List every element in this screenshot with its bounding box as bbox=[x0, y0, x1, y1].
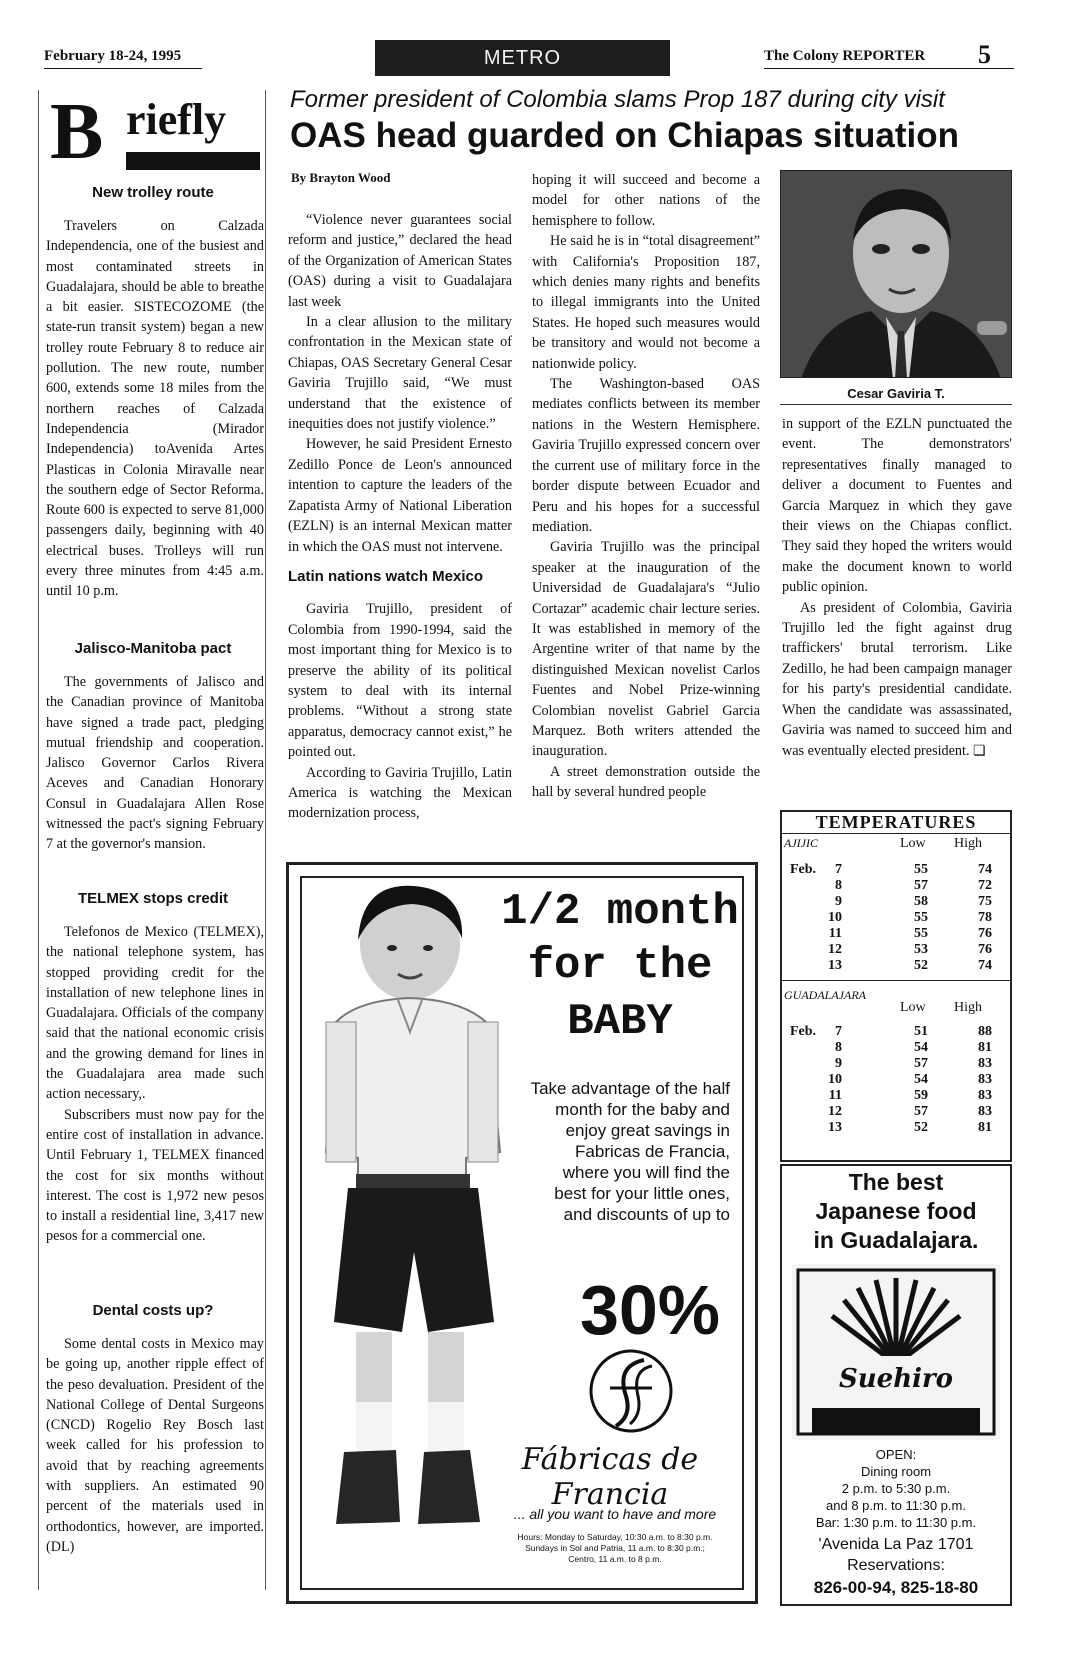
temps-low-header: Low bbox=[900, 836, 926, 851]
temps-table-ajijic bbox=[820, 862, 1000, 974]
temps-table-guadalajara bbox=[820, 1024, 1000, 1136]
temps-day: 12 bbox=[828, 1104, 842, 1119]
temps-low: 57 bbox=[914, 1056, 928, 1071]
temps-low: 55 bbox=[914, 910, 928, 925]
temperatures-title: TEMPERATURES bbox=[782, 812, 1010, 834]
brief-heading-dental: Dental costs up? bbox=[92, 1302, 214, 1319]
temps-row bbox=[820, 878, 1000, 894]
temps-low: 52 bbox=[914, 958, 928, 973]
header-rule-right bbox=[764, 68, 1014, 69]
temps-month: Feb. bbox=[790, 1024, 817, 1039]
temps-row bbox=[820, 1024, 1000, 1040]
story-paragraph: A street demonstration outside the hall by several hundred people bbox=[532, 763, 760, 801]
story-paragraph: in support of the EZLN punctuated the event. The demonstrators' representatives finally managed to deliver a document to Fuentes and Garcia Marquez in which they gave their views on the Chiapas conflict. They said they hoped the writers would make the document known to world public opinion. bbox=[782, 416, 1012, 596]
story-column-2 bbox=[532, 170, 760, 803]
brief-body-pact bbox=[46, 672, 264, 855]
restaurant-hours bbox=[782, 1446, 1010, 1531]
temps-high: 76 bbox=[978, 942, 992, 957]
temps-row bbox=[820, 1088, 1000, 1104]
briefly-title-initial: B bbox=[50, 88, 104, 176]
temps-high: 83 bbox=[978, 1056, 992, 1071]
temps-low: 57 bbox=[914, 878, 928, 893]
temps-low: 55 bbox=[914, 926, 928, 941]
temps-day: 9 bbox=[835, 894, 842, 909]
temps-low: 59 bbox=[914, 1088, 928, 1103]
temps-high: 81 bbox=[978, 1120, 992, 1135]
temps-low: 51 bbox=[914, 1024, 928, 1039]
temps-high: 75 bbox=[978, 894, 992, 909]
temps-day: 10 bbox=[828, 910, 842, 925]
brief-heading-trolley: New trolley route bbox=[92, 184, 214, 201]
temps-high: 78 bbox=[978, 910, 992, 925]
story-byline: By Brayton Wood bbox=[291, 170, 391, 185]
temps-high: 83 bbox=[978, 1104, 992, 1119]
logo-wordmark: Suehiro bbox=[838, 1364, 954, 1394]
briefly-title: riefly bbox=[126, 95, 227, 144]
temps-high-header: High bbox=[954, 1000, 982, 1015]
temps-low: 54 bbox=[914, 1040, 928, 1055]
story-paragraph: As president of Colombia, Gaviria Trujillo led the fight against drug traffickers' brutal terrorism. Like Zedillo, he had been campaign manager for his party's presidential candidate. When the candidate was assassinated, Gaviria was named to succeed him and was eventually elected president. ❏ bbox=[782, 599, 1012, 759]
temps-high: 74 bbox=[978, 958, 992, 973]
caption-rule bbox=[780, 404, 1012, 405]
portrait-illustration bbox=[781, 171, 1012, 378]
temps-high: 72 bbox=[978, 878, 992, 893]
temps-high-header: High bbox=[954, 836, 982, 851]
story-kicker: Former president of Colombia slams Prop 187 during city visit bbox=[290, 86, 945, 113]
story-paragraph: According to Gaviria Trujillo, Latin America is watching the Mexican modernization process, bbox=[288, 764, 512, 822]
temps-day: 13 bbox=[828, 1120, 842, 1135]
ad-headline-line3: BABY bbox=[567, 997, 673, 1047]
restaurant-headline-line: in Guadalajara. bbox=[813, 1227, 979, 1253]
brief-paragraph: Some dental costs in Mexico may be going up, another ripple effect of the peso devaluation. President of the National College of Dental Surgeons (CNCD) Rogelio Rey Bosch last week called for his profession to avoid that by reaching agreements with suppliers. An estimated 90 percent of the materials used in orthodontics, however, are imported. (DL) bbox=[46, 1336, 264, 1555]
temps-city-ajijic: AJIJIC bbox=[784, 836, 818, 850]
temps-high: 76 bbox=[978, 926, 992, 941]
temps-day: 11 bbox=[828, 1088, 842, 1103]
temps-row bbox=[820, 894, 1000, 910]
temps-row bbox=[820, 1104, 1000, 1120]
brief-paragraph: Telefonos de Mexico (TELMEX), the national telephone system, has stopped providing credit for the installation of new telephone lines in Guadalajara. Officials of the company said that the national economic crisis and the growing demand for lines in the Guadalajara area made such action necessary,. bbox=[46, 924, 264, 1103]
temps-city-guadalajara: GUADALAJARA bbox=[784, 988, 866, 1002]
temps-high: 88 bbox=[978, 1024, 992, 1039]
ad-brand-name: Fábricas de Francia bbox=[521, 1442, 699, 1512]
temps-day: 8 bbox=[835, 1040, 842, 1055]
hours-line: OPEN: bbox=[875, 1447, 917, 1462]
cesar-gaviria-photo bbox=[780, 170, 1012, 378]
ad-body-text: Take advantage of the half month for the baby and enjoy great savings in Fabricas de Francia, where you will find the best for your little ones, and discounts of up to bbox=[530, 1079, 730, 1224]
brief-paragraph: The governments of Jalisco and the Canadian province of Manitoba have signed a trade pact, pledging mutual friendship and cooperation. Jalisco Governor Carlos Rivera Aceves and Canadian Honorary Consul in Guadalajara Allen Rose witnessed the pact's signing February 7 at the governor's mansion. bbox=[46, 674, 264, 853]
section-banner: METRO bbox=[375, 40, 670, 76]
ad-hours-line: Sundays in Sol and Patria, 11 a.m. to 8:30 p.m.; bbox=[525, 1543, 705, 1553]
temps-high: 74 bbox=[978, 862, 992, 877]
ad-hours bbox=[490, 1532, 740, 1565]
ad-headline-line1: 1/2 month bbox=[501, 887, 739, 937]
fabricas-logo-icon bbox=[586, 1346, 676, 1436]
story-column-1 bbox=[288, 210, 512, 824]
story-column-3 bbox=[782, 414, 1012, 761]
story-subhead: Latin nations watch Mexico bbox=[288, 567, 484, 585]
temps-low: 54 bbox=[914, 1072, 928, 1087]
ad-hours-line: Centro, 11 a.m. to 8 p.m. bbox=[568, 1554, 662, 1564]
issue-date: February 18-24, 1995 bbox=[44, 48, 182, 64]
brief-heading-telmex: TELMEX stops credit bbox=[77, 890, 229, 907]
ad-discount: 30% bbox=[579, 1271, 721, 1349]
brief-paragraph: Subscribers must now pay for the entire cost of installation in advance. Until February 1, TELMEX financed the cost for six months without interest. The cost is 1,972 new pesos to install a residential line, 3,417 new pesos for a commercial one. bbox=[46, 1106, 264, 1245]
restaurant-headline-line: Japanese food bbox=[815, 1198, 977, 1224]
briefly-title-bar bbox=[126, 152, 260, 170]
restaurant-headline bbox=[782, 1168, 1010, 1255]
temps-row bbox=[820, 910, 1000, 926]
restaurant-phone: 826-00-94, 825-18-80 bbox=[813, 1578, 979, 1597]
story-paragraph: He said he is in “total disagreement” with California's Proposition 187, which denies many rights and benefits to illegal immigrants into the United States. He hoped such measures would be transitory and would not become a nationwide policy. bbox=[532, 233, 760, 372]
temps-low: 55 bbox=[914, 862, 928, 877]
story-paragraph: In a clear allusion to the military confrontation in the Mexican state of Chiapas, OAS Secretary General Cesar Gaviria Trujillo said, “We must understand that the existence of inequities does not justify violence.” bbox=[288, 314, 512, 433]
brief-body-telmex bbox=[46, 922, 264, 1247]
hours-line: 2 p.m. to 5:30 p.m. bbox=[841, 1481, 951, 1496]
story-paragraph: “Violence never guarantees social reform and justice,” declared the head of the Organization of American States (OAS) during a visit to Guadalajara last week bbox=[288, 212, 512, 310]
temps-row bbox=[820, 926, 1000, 942]
ad-tagline: ... all you want to have and more bbox=[513, 1506, 717, 1522]
temps-row bbox=[820, 1072, 1000, 1088]
temps-row bbox=[820, 958, 1000, 974]
temps-high: 83 bbox=[978, 1088, 992, 1103]
photo-caption: Cesar Gaviria T. bbox=[847, 386, 945, 401]
brief-paragraph: Travelers on Calzada Independencia, one of the busiest and most contaminated streets in Guadalajara, should be able to breathe a bit easier. SISTECOZOME (the state-run transit system) began a new trolley route February 8 to reduce air pollution. The new route, number 600, extends some 18 miles from the northern reaches of Calzada Independencia (Mirador Independencia) toAvenida Artes Plasticas in Colonia Miravalle near the southern edge of Sector Reforma. Route 600 is expected to serve 81,000 passengers daily, beginning with 40 electrical buses. Trolleys will run every three minutes from 4:45 a.m. until 10 p.m. bbox=[46, 218, 264, 600]
story-paragraph: However, he said President Ernesto Zedillo Ponce de Leon's announced intention to capture the leaders of the Zapatista Army of National Liberation (EZLN) is an internal Mexican matter in which the OAS must not intervene. bbox=[288, 436, 512, 555]
suehiro-logo bbox=[792, 1264, 1000, 1440]
temps-low: 58 bbox=[914, 894, 928, 909]
temps-low: 57 bbox=[914, 1104, 928, 1119]
brief-body-trolley bbox=[46, 216, 264, 602]
hours-line: Dining room bbox=[860, 1464, 932, 1479]
hours-line: Bar: 1:30 p.m. to 11:30 p.m. bbox=[815, 1515, 977, 1530]
temps-low-header: Low bbox=[900, 1000, 926, 1015]
story-paragraph: The Washington-based OAS mediates conflicts between its member nations in the Western Hemisphere. Gaviria Trujillo expressed concern over the current use of military force in the border dispute between Ecuador and Peru and his hopes for a successful mediation. bbox=[532, 376, 760, 535]
address-line: 'Avenida La Paz 1701 bbox=[818, 1536, 974, 1553]
temps-month: Feb. bbox=[790, 862, 817, 877]
temps-row bbox=[820, 942, 1000, 958]
header-rule bbox=[44, 68, 202, 69]
temps-divider bbox=[782, 980, 1010, 981]
temps-row bbox=[820, 1040, 1000, 1056]
temps-day: 13 bbox=[828, 958, 842, 973]
temps-day: 12 bbox=[828, 942, 842, 957]
story-paragraph: hoping it will succeed and become a model for other nations of the hemisphere to follow. bbox=[532, 172, 760, 229]
reservations-label: Reservations: bbox=[847, 1557, 945, 1574]
ad-hours-line: Hours: Monday to Saturday, 10:30 a.m. to 8:30 p.m. bbox=[517, 1532, 713, 1542]
story-paragraph: Gaviria Trujillo was the principal speaker at the inauguration of the Universidad de Guadalajara's “Julio Cortazar” academic chair lecture series. It was established in memory of the Argentine writer of that name by the distinguished Mexican novelist Carlos Fuentes and Nobel Prize-winning Colombian novelist Gabriel Garcia Marquez. Both writers attended the inauguration. bbox=[532, 539, 760, 760]
temps-row bbox=[820, 1056, 1000, 1072]
temps-day: 9 bbox=[835, 1056, 842, 1071]
newspaper-name: The Colony REPORTER bbox=[764, 48, 926, 64]
temps-day: 11 bbox=[828, 926, 842, 941]
temps-row bbox=[820, 862, 1000, 878]
story-paragraph: Gaviria Trujillo, president of Colombia from 1990-1994, said the most important thing for Mexico is to preserve the ability of its political system to deal with its internal problems. “Without a strong state apparatus, democracy cannot exist,” he pointed out. bbox=[288, 601, 512, 761]
temps-day: 8 bbox=[835, 878, 842, 893]
temps-high: 83 bbox=[978, 1072, 992, 1087]
brief-heading-pact: Jalisco-Manitoba pact bbox=[74, 640, 232, 657]
hours-line: and 8 p.m. to 11:30 p.m. bbox=[826, 1498, 966, 1513]
page-number: 5 bbox=[978, 40, 991, 69]
restaurant-headline-line: The best bbox=[848, 1169, 944, 1195]
temps-day: 7 bbox=[835, 862, 842, 877]
temps-low: 53 bbox=[914, 942, 928, 957]
fan-logo-icon bbox=[792, 1264, 1000, 1440]
story-headline: OAS head guarded on Chiapas situation bbox=[290, 116, 959, 155]
restaurant-address bbox=[782, 1534, 1010, 1576]
ad-headline-line2: for the bbox=[527, 941, 713, 991]
temps-row bbox=[820, 1120, 1000, 1136]
brief-body-dental bbox=[46, 1334, 264, 1557]
temps-day: 10 bbox=[828, 1072, 842, 1087]
temps-day: 7 bbox=[835, 1024, 842, 1039]
temps-low: 52 bbox=[914, 1120, 928, 1135]
temps-high: 81 bbox=[978, 1040, 992, 1055]
